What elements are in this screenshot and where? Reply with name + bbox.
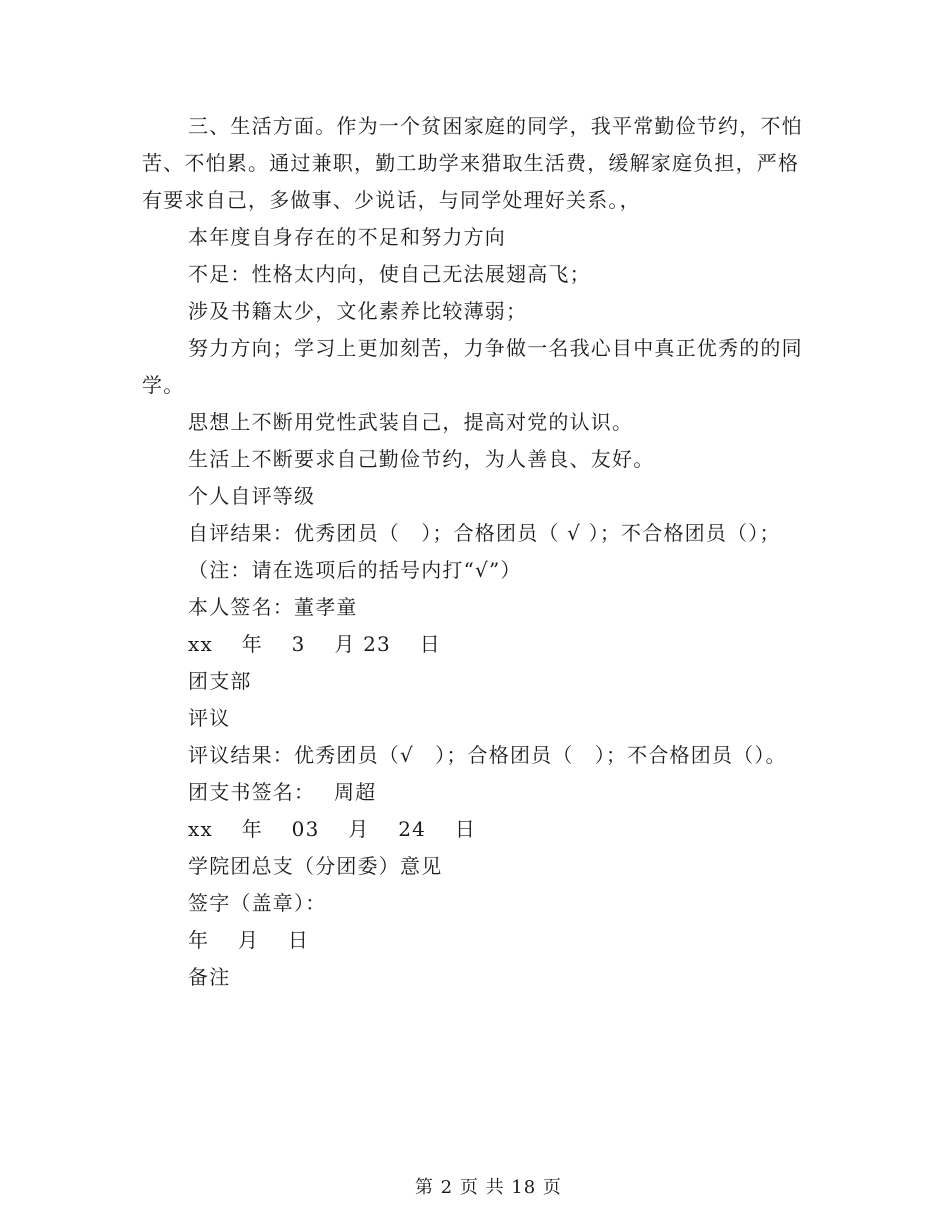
stamp-signature-line: 签字（盖章）： bbox=[188, 891, 327, 915]
paragraph-life-aspect: 三、生活方面。作为一个贫困家庭的同学，我平常勤俭节约，不怕苦、不怕累。通过兼职，勤工助学来猎取生活费，缓解家庭负担，严格有要求自己，多做事、少说话，与同学处理好关系。， bbox=[142, 114, 803, 212]
paragraph-shortcoming-reading: 涉及书籍太少，文化素养比较薄弱； bbox=[188, 299, 528, 323]
document-body bbox=[142, 108, 804, 996]
review-result: 评议结果：优秀团员（√ ）；合格团员（ ）；不合格团员（）。 bbox=[188, 743, 787, 767]
secretary-signature: 团支书签名： 周超 bbox=[188, 780, 377, 804]
page-number-label: 第 2 页 共 18 页 bbox=[414, 1177, 562, 1198]
self-signature-date: xx 年 3 月 23 日 bbox=[188, 632, 441, 656]
section-heading-self-rating: 个人自评等级 bbox=[188, 484, 316, 508]
paragraph-direction-thought: 思想上不断用党性武装自己，提高对党的认识。 bbox=[188, 410, 634, 434]
self-signature: 本人签名：董孝童 bbox=[188, 595, 358, 619]
section-heading-college-opinion: 学院团总支（分团委）意见 bbox=[188, 854, 443, 878]
stamp-date-line: 年 月 日 bbox=[188, 928, 310, 952]
self-rating-result: 自评结果：优秀团员（ ）；合格团员（ √ ）；不合格团员（）； bbox=[188, 521, 781, 545]
section-heading-branch: 团支部 bbox=[188, 669, 252, 693]
secretary-signature-date: xx 年 03 月 24 日 bbox=[188, 817, 477, 841]
rating-note: （注：请在选项后的括号内打“√”） bbox=[188, 558, 522, 582]
remarks-heading: 备注 bbox=[188, 965, 231, 989]
section-heading-review: 评议 bbox=[188, 706, 231, 730]
paragraph-shortcoming-personality: 不足：性格太内向，使自己无法展翅高飞； bbox=[188, 262, 591, 286]
section-heading-shortcomings: 本年度自身存在的不足和努力方向 bbox=[188, 225, 506, 249]
paragraph-direction-life: 生活上不断要求自己勤俭节约，为人善良、友好。 bbox=[188, 447, 655, 471]
page-footer bbox=[0, 1152, 950, 1220]
paragraph-direction-study: 努力方向；学习上更加刻苦，力争做一名我心目中真正优秀的的同学。 bbox=[142, 336, 803, 397]
